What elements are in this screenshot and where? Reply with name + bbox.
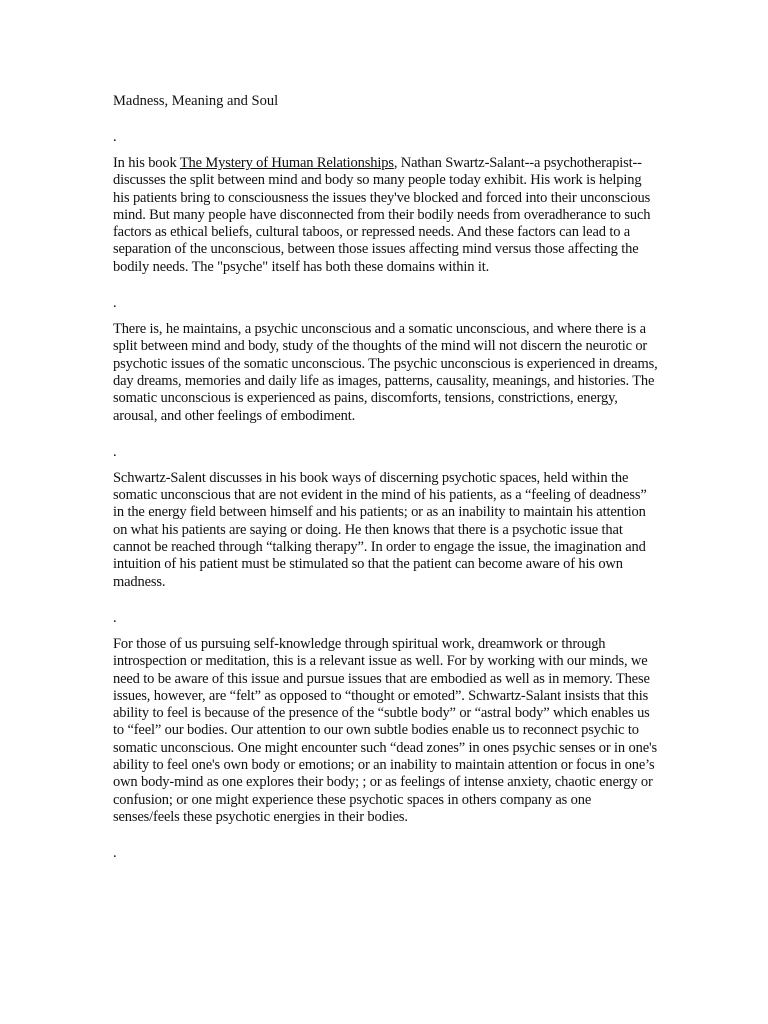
paragraph-1-rest: , Nathan Swartz-Salant--a psychotherapist--discusses the split between mind and body so many people today exhibit. His work is helping his patients bring to consciousness the issues they've blocked and forced into their unconscious mind. But many people have disconnected from their bodily needs from overadherance to such factors as ethical beliefs, cultural taboos, or repressed needs. And these factors can lead to a separation of the unconscious, between those issues affecting mind versus those affecting the bodily needs. The "psyche" itself has both these domains within it.	[113, 155, 651, 275]
book-title: The Mystery of Human Relationships	[179, 155, 394, 171]
paragraph-3: Schwartz-Salent discusses in his book ways of discerning psychotic spaces, held within the somatic unconscious that are not evident in the mind of his patients, as a “feeling of deadness” in the energy field between himself and his patients; or as an inability to maintain his attention on what his patients are saying or doing. He then knows that there is a psychotic issue that cannot be reached through “talking therapy”. In order to engage the issue, the imagination and intuition of his patient must be stimulated so that the patient can become aware of his own madness.	[113, 469, 647, 590]
paragraph-1-lead: In his book	[113, 155, 180, 171]
separator-dot: .	[113, 609, 117, 626]
separator-dot: .	[113, 443, 117, 460]
separator-dot: .	[113, 295, 117, 312]
separator-dot: .	[113, 845, 117, 862]
paragraph-1	[113, 155, 658, 276]
document-page	[113, 92, 658, 862]
paragraph-4: For those of us pursuing self-knowledge through spiritual work, dreamwork or through introspection or meditation, this is a relevant issue as well. For by working with our minds, we need to be aware of this issue and pursue issues that are embodied as well as in memory. These issues, however, are “felt” as opposed to “thought or emoted”. Schwartz-Salant insists that this ability to feel is because of the presence of the “subtle body” or “astral body” which enables us to “feel” our bodies. Our attention to our own subtle bodies enable us to reconnect psychic to somatic unconscious. One might encounter such “dead zones” in ones psychic senses or in one's ability to feel one's own body or emotions; or an inability to maintain attention or focus in one’s own body-mind as one explores their body; ; or as feelings of intense anxiety, chaotic energy or confusion; or one might experience these psychotic spaces in others company as one senses/feels these psychotic energies in their bodies.	[113, 635, 657, 825]
paragraph-2: There is, he maintains, a psychic unconscious and a somatic unconscious, and where there is a split between mind and body, study of the thoughts of the mind will not discern the neurotic or psychotic issues of the somatic unconscious. The psychic unconscious is experienced in dreams, day dreams, memories and daily life as images, patterns, causality, meanings, and histories. The somatic unconscious is experienced as pains, discomforts, tensions, constrictions, energy, arousal, and other feelings of embodiment.	[113, 321, 658, 424]
separator-dot: .	[113, 129, 117, 145]
document-title: Madness, Meaning and Soul	[113, 93, 279, 109]
